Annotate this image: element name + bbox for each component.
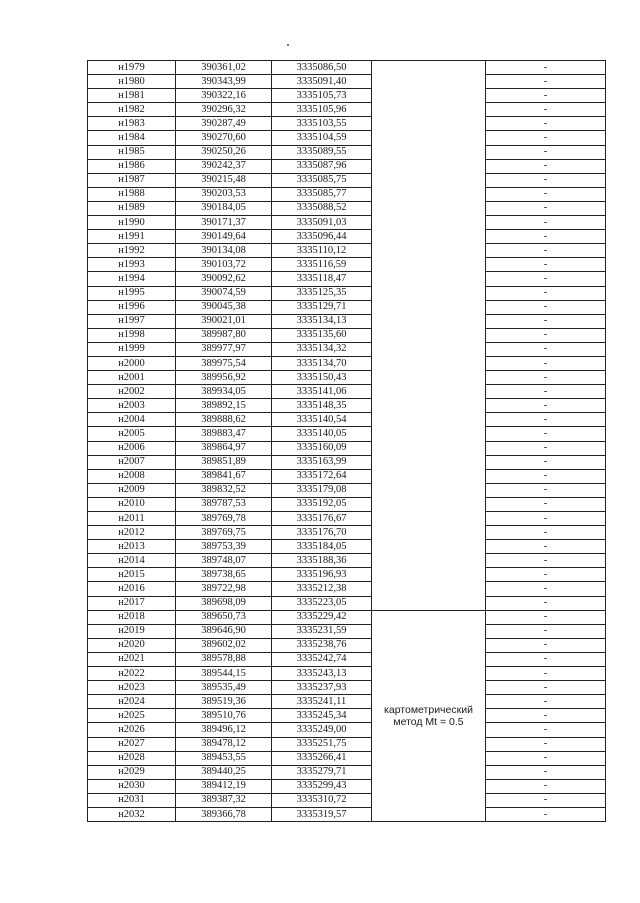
y-coordinate-cell: 3335245,34 <box>272 709 372 723</box>
point-name-cell: н2019 <box>88 624 176 638</box>
dash-cell: - <box>486 399 606 413</box>
dash-cell: - <box>486 512 606 526</box>
y-coordinate-cell: 3335087,96 <box>272 159 372 173</box>
point-name-cell: н2031 <box>88 793 176 807</box>
point-name-cell: н2017 <box>88 596 176 610</box>
x-coordinate-cell: 389851,89 <box>176 455 272 469</box>
point-name-cell: н1998 <box>88 328 176 342</box>
point-name-cell: н1997 <box>88 314 176 328</box>
y-coordinate-cell: 3335091,03 <box>272 216 372 230</box>
dash-cell: - <box>486 427 606 441</box>
y-coordinate-cell: 3335091,40 <box>272 75 372 89</box>
table-row <box>88 201 606 215</box>
coordinates-table <box>87 60 606 822</box>
table-row <box>88 399 606 413</box>
x-coordinate-cell: 390215,48 <box>176 173 272 187</box>
table-row <box>88 483 606 497</box>
table-row <box>88 709 606 723</box>
point-name-cell: н1987 <box>88 173 176 187</box>
coordinates-table-body <box>88 61 606 822</box>
table-row <box>88 497 606 511</box>
dash-cell: - <box>486 540 606 554</box>
x-coordinate-cell: 390103,72 <box>176 258 272 272</box>
dash-cell: - <box>486 385 606 399</box>
y-coordinate-cell: 3335148,35 <box>272 399 372 413</box>
y-coordinate-cell: 3335140,05 <box>272 427 372 441</box>
table-row <box>88 75 606 89</box>
y-coordinate-cell: 3335129,71 <box>272 300 372 314</box>
x-coordinate-cell: 389535,49 <box>176 681 272 695</box>
x-coordinate-cell: 389787,53 <box>176 497 272 511</box>
table-row <box>88 413 606 427</box>
y-coordinate-cell: 3335172,64 <box>272 469 372 483</box>
y-coordinate-cell: 3335163,99 <box>272 455 372 469</box>
point-name-cell: н2018 <box>88 610 176 624</box>
point-name-cell: н2008 <box>88 469 176 483</box>
x-coordinate-cell: 389883,47 <box>176 427 272 441</box>
dash-cell: - <box>486 723 606 737</box>
dash-cell: - <box>486 230 606 244</box>
dash-cell: - <box>486 455 606 469</box>
x-coordinate-cell: 389841,67 <box>176 469 272 483</box>
point-name-cell: н2010 <box>88 497 176 511</box>
x-coordinate-cell: 390184,05 <box>176 201 272 215</box>
point-name-cell: н1993 <box>88 258 176 272</box>
table-row <box>88 765 606 779</box>
point-name-cell: н2024 <box>88 695 176 709</box>
x-coordinate-cell: 389698,09 <box>176 596 272 610</box>
point-name-cell: н2021 <box>88 652 176 666</box>
point-name-cell: н2015 <box>88 568 176 582</box>
x-coordinate-cell: 389832,52 <box>176 483 272 497</box>
y-coordinate-cell: 3335086,50 <box>272 61 372 75</box>
y-coordinate-cell: 3335118,47 <box>272 272 372 286</box>
point-name-cell: н1985 <box>88 145 176 159</box>
point-name-cell: н2030 <box>88 779 176 793</box>
dash-cell: - <box>486 554 606 568</box>
table-row <box>88 300 606 314</box>
y-coordinate-cell: 3335299,43 <box>272 779 372 793</box>
table-row <box>88 427 606 441</box>
x-coordinate-cell: 390021,01 <box>176 314 272 328</box>
table-row <box>88 145 606 159</box>
dash-cell: - <box>486 779 606 793</box>
point-name-cell: н1990 <box>88 216 176 230</box>
y-coordinate-cell: 3335116,59 <box>272 258 372 272</box>
x-coordinate-cell: 389934,05 <box>176 385 272 399</box>
y-coordinate-cell: 3335231,59 <box>272 624 372 638</box>
point-name-cell: н1986 <box>88 159 176 173</box>
x-coordinate-cell: 390045,38 <box>176 300 272 314</box>
point-name-cell: н2005 <box>88 427 176 441</box>
x-coordinate-cell: 389888,62 <box>176 413 272 427</box>
table-row <box>88 695 606 709</box>
y-coordinate-cell: 3335242,74 <box>272 652 372 666</box>
point-name-cell: н2011 <box>88 512 176 526</box>
point-name-cell: н2006 <box>88 441 176 455</box>
x-coordinate-cell: 389975,54 <box>176 356 272 370</box>
dash-cell: - <box>486 258 606 272</box>
x-coordinate-cell: 390361,02 <box>176 61 272 75</box>
x-coordinate-cell: 389578,88 <box>176 652 272 666</box>
y-coordinate-cell: 3335135,60 <box>272 328 372 342</box>
x-coordinate-cell: 390287,49 <box>176 117 272 131</box>
y-coordinate-cell: 3335085,77 <box>272 187 372 201</box>
y-coordinate-cell: 3335310,72 <box>272 793 372 807</box>
dash-cell: - <box>486 807 606 821</box>
y-coordinate-cell: 3335089,55 <box>272 145 372 159</box>
dash-cell: - <box>486 159 606 173</box>
dash-cell: - <box>486 300 606 314</box>
x-coordinate-cell: 389956,92 <box>176 371 272 385</box>
dash-cell: - <box>486 681 606 695</box>
point-name-cell: н2013 <box>88 540 176 554</box>
table-row <box>88 723 606 737</box>
x-coordinate-cell: 389864,97 <box>176 441 272 455</box>
x-coordinate-cell: 389366,78 <box>176 807 272 821</box>
y-coordinate-cell: 3335241,11 <box>272 695 372 709</box>
dash-cell: - <box>486 103 606 117</box>
y-coordinate-cell: 3335141,06 <box>272 385 372 399</box>
y-coordinate-cell: 3335140,54 <box>272 413 372 427</box>
point-name-cell: н1996 <box>88 300 176 314</box>
dash-cell: - <box>486 145 606 159</box>
table-row <box>88 371 606 385</box>
y-coordinate-cell: 3335238,76 <box>272 638 372 652</box>
x-coordinate-cell: 389892,15 <box>176 399 272 413</box>
x-coordinate-cell: 389453,55 <box>176 751 272 765</box>
table-row <box>88 512 606 526</box>
y-coordinate-cell: 3335319,57 <box>272 807 372 821</box>
x-coordinate-cell: 389544,15 <box>176 667 272 681</box>
dash-cell: - <box>486 371 606 385</box>
table-row <box>88 328 606 342</box>
point-name-cell: н2028 <box>88 751 176 765</box>
y-coordinate-cell: 3335229,42 <box>272 610 372 624</box>
y-coordinate-cell: 3335196,93 <box>272 568 372 582</box>
table-row <box>88 526 606 540</box>
point-name-cell: н2029 <box>88 765 176 779</box>
point-name-cell: н2025 <box>88 709 176 723</box>
point-name-cell: н2001 <box>88 371 176 385</box>
x-coordinate-cell: 389387,32 <box>176 793 272 807</box>
dash-cell: - <box>486 469 606 483</box>
dash-cell: - <box>486 610 606 624</box>
dash-cell: - <box>486 483 606 497</box>
point-name-cell: н2002 <box>88 385 176 399</box>
table-row <box>88 652 606 666</box>
point-name-cell: н2020 <box>88 638 176 652</box>
dash-cell: - <box>486 216 606 230</box>
y-coordinate-cell: 3335134,70 <box>272 356 372 370</box>
point-name-cell: н1991 <box>88 230 176 244</box>
x-coordinate-cell: 390322,16 <box>176 89 272 103</box>
point-name-cell: н2016 <box>88 582 176 596</box>
point-name-cell: н1984 <box>88 131 176 145</box>
table-row <box>88 540 606 554</box>
dash-cell: - <box>486 61 606 75</box>
dash-cell: - <box>486 244 606 258</box>
table-row <box>88 807 606 821</box>
point-name-cell: н1994 <box>88 272 176 286</box>
dash-cell: - <box>486 356 606 370</box>
y-coordinate-cell: 3335223,05 <box>272 596 372 610</box>
x-coordinate-cell: 389753,39 <box>176 540 272 554</box>
dash-cell: - <box>486 568 606 582</box>
y-coordinate-cell: 3335160,09 <box>272 441 372 455</box>
x-coordinate-cell: 389769,75 <box>176 526 272 540</box>
table-row <box>88 469 606 483</box>
table-row <box>88 159 606 173</box>
table-row <box>88 89 606 103</box>
x-coordinate-cell: 390296,32 <box>176 103 272 117</box>
dash-cell: - <box>486 751 606 765</box>
point-name-cell: н1979 <box>88 61 176 75</box>
y-coordinate-cell: 3335266,41 <box>272 751 372 765</box>
dash-cell: - <box>486 75 606 89</box>
dash-cell: - <box>486 328 606 342</box>
point-name-cell: н2007 <box>88 455 176 469</box>
x-coordinate-cell: 389440,25 <box>176 765 272 779</box>
x-coordinate-cell: 389510,76 <box>176 709 272 723</box>
y-coordinate-cell: 3335192,05 <box>272 497 372 511</box>
y-coordinate-cell: 3335134,32 <box>272 342 372 356</box>
x-coordinate-cell: 390149,64 <box>176 230 272 244</box>
x-coordinate-cell: 389769,78 <box>176 512 272 526</box>
y-coordinate-cell: 3335088,52 <box>272 201 372 215</box>
x-coordinate-cell: 390250,26 <box>176 145 272 159</box>
table-row <box>88 737 606 751</box>
table-row <box>88 385 606 399</box>
table-row <box>88 61 606 75</box>
dash-cell: - <box>486 201 606 215</box>
point-name-cell: н2027 <box>88 737 176 751</box>
y-coordinate-cell: 3335243,13 <box>272 667 372 681</box>
y-coordinate-cell: 3335249,00 <box>272 723 372 737</box>
y-coordinate-cell: 3335105,96 <box>272 103 372 117</box>
point-name-cell: н2004 <box>88 413 176 427</box>
table-row <box>88 554 606 568</box>
table-row <box>88 568 606 582</box>
x-coordinate-cell: 389602,02 <box>176 638 272 652</box>
table-row <box>88 342 606 356</box>
point-name-cell: н1995 <box>88 286 176 300</box>
point-name-cell: н1989 <box>88 201 176 215</box>
dash-cell: - <box>486 131 606 145</box>
table-row <box>88 187 606 201</box>
dash-cell: - <box>486 638 606 652</box>
x-coordinate-cell: 389650,73 <box>176 610 272 624</box>
x-coordinate-cell: 389738,65 <box>176 568 272 582</box>
table-row <box>88 216 606 230</box>
table-row <box>88 667 606 681</box>
x-coordinate-cell: 390242,37 <box>176 159 272 173</box>
table-row <box>88 596 606 610</box>
method-cell <box>372 610 486 821</box>
table-row <box>88 314 606 328</box>
x-coordinate-cell: 389987,80 <box>176 328 272 342</box>
dash-cell: - <box>486 89 606 103</box>
dash-cell: - <box>486 286 606 300</box>
dash-cell: - <box>486 737 606 751</box>
y-coordinate-cell: 3335150,43 <box>272 371 372 385</box>
table-row <box>88 272 606 286</box>
x-coordinate-cell: 390092,62 <box>176 272 272 286</box>
x-coordinate-cell: 390343,99 <box>176 75 272 89</box>
y-coordinate-cell: 3335188,36 <box>272 554 372 568</box>
dash-cell: - <box>486 413 606 427</box>
x-coordinate-cell: 389722,98 <box>176 582 272 596</box>
point-name-cell: н1980 <box>88 75 176 89</box>
y-coordinate-cell: 3335125,35 <box>272 286 372 300</box>
y-coordinate-cell: 3335176,70 <box>272 526 372 540</box>
x-coordinate-cell: 390203,53 <box>176 187 272 201</box>
x-coordinate-cell: 389646,90 <box>176 624 272 638</box>
dash-cell: - <box>486 624 606 638</box>
y-coordinate-cell: 3335179,08 <box>272 483 372 497</box>
y-coordinate-cell: 3335105,73 <box>272 89 372 103</box>
table-row <box>88 610 606 624</box>
table-row <box>88 258 606 272</box>
point-name-cell: н1988 <box>88 187 176 201</box>
dash-cell: - <box>486 342 606 356</box>
table-row <box>88 638 606 652</box>
y-coordinate-cell: 3335096,44 <box>272 230 372 244</box>
y-coordinate-cell: 3335279,71 <box>272 765 372 779</box>
table-row <box>88 173 606 187</box>
x-coordinate-cell: 390134,08 <box>176 244 272 258</box>
table-row <box>88 681 606 695</box>
point-name-cell: н1982 <box>88 103 176 117</box>
table-row <box>88 286 606 300</box>
dash-cell: - <box>486 652 606 666</box>
point-name-cell: н1981 <box>88 89 176 103</box>
table-row <box>88 230 606 244</box>
table-row <box>88 117 606 131</box>
dash-cell: - <box>486 582 606 596</box>
x-coordinate-cell: 390270,60 <box>176 131 272 145</box>
x-coordinate-cell: 390074,59 <box>176 286 272 300</box>
y-coordinate-cell: 3335134,13 <box>272 314 372 328</box>
point-name-cell: н2012 <box>88 526 176 540</box>
table-row <box>88 441 606 455</box>
dash-cell: - <box>486 441 606 455</box>
page-dot <box>287 44 289 46</box>
y-coordinate-cell: 3335237,93 <box>272 681 372 695</box>
x-coordinate-cell: 389478,12 <box>176 737 272 751</box>
table-row <box>88 793 606 807</box>
y-coordinate-cell: 3335103,55 <box>272 117 372 131</box>
point-name-cell: н2003 <box>88 399 176 413</box>
point-name-cell: н2026 <box>88 723 176 737</box>
dash-cell: - <box>486 695 606 709</box>
dash-cell: - <box>486 667 606 681</box>
method-cell-empty <box>372 61 486 611</box>
point-name-cell: н2022 <box>88 667 176 681</box>
y-coordinate-cell: 3335085,75 <box>272 173 372 187</box>
point-name-cell: н2023 <box>88 681 176 695</box>
point-name-cell: н1983 <box>88 117 176 131</box>
dash-cell: - <box>486 117 606 131</box>
dash-cell: - <box>486 173 606 187</box>
point-name-cell: н2014 <box>88 554 176 568</box>
point-name-cell: н2000 <box>88 356 176 370</box>
x-coordinate-cell: 389496,12 <box>176 723 272 737</box>
table-row <box>88 779 606 793</box>
y-coordinate-cell: 3335110,12 <box>272 244 372 258</box>
point-name-cell: н2009 <box>88 483 176 497</box>
table-row <box>88 356 606 370</box>
point-name-cell: н2032 <box>88 807 176 821</box>
y-coordinate-cell: 3335176,67 <box>272 512 372 526</box>
y-coordinate-cell: 3335104,59 <box>272 131 372 145</box>
method-text-line: картометрический <box>384 703 473 716</box>
dash-cell: - <box>486 497 606 511</box>
dash-cell: - <box>486 272 606 286</box>
table-row <box>88 751 606 765</box>
point-name-cell: н1992 <box>88 244 176 258</box>
x-coordinate-cell: 389977,97 <box>176 342 272 356</box>
x-coordinate-cell: 389519,36 <box>176 695 272 709</box>
method-text-line: метод Mt = 0.5 <box>393 715 464 728</box>
x-coordinate-cell: 389412,19 <box>176 779 272 793</box>
y-coordinate-cell: 3335251,75 <box>272 737 372 751</box>
dash-cell: - <box>486 765 606 779</box>
point-name-cell: н1999 <box>88 342 176 356</box>
table-row <box>88 103 606 117</box>
table-row <box>88 582 606 596</box>
table-row <box>88 244 606 258</box>
dash-cell: - <box>486 187 606 201</box>
x-coordinate-cell: 389748,07 <box>176 554 272 568</box>
dash-cell: - <box>486 596 606 610</box>
y-coordinate-cell: 3335184,05 <box>272 540 372 554</box>
table-row <box>88 624 606 638</box>
x-coordinate-cell: 390171,37 <box>176 216 272 230</box>
dash-cell: - <box>486 526 606 540</box>
dash-cell: - <box>486 793 606 807</box>
dash-cell: - <box>486 709 606 723</box>
table-row <box>88 455 606 469</box>
table-row <box>88 131 606 145</box>
y-coordinate-cell: 3335212,38 <box>272 582 372 596</box>
dash-cell: - <box>486 314 606 328</box>
